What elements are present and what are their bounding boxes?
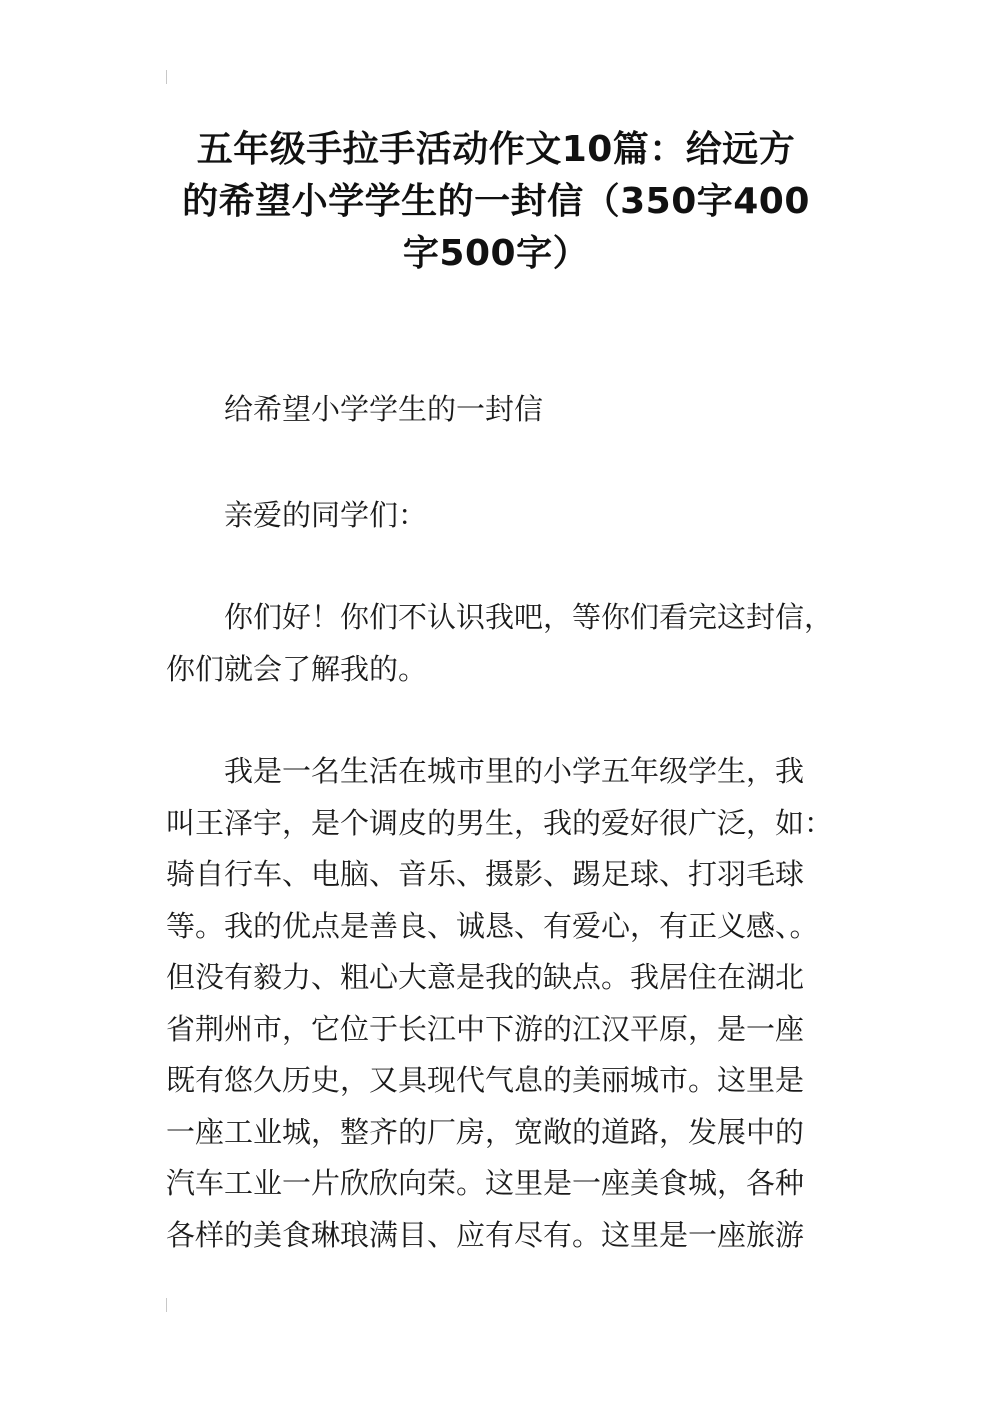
- paragraph-intro: [166, 746, 834, 1261]
- paragraph-line: 我是一名生活在城市里的小学五年级学生，我: [224, 754, 805, 788]
- paragraph-line: 既有悠久历史，又具现代气息的美丽城市。这里是: [166, 1063, 805, 1097]
- paragraph-hello: [166, 592, 834, 695]
- paragraph-line: 等。我的优点是善良、诚恳、有爱心，有正义感、。: [166, 908, 819, 943]
- paragraph-line: 你们好！你们不认识我吧，等你们看完这封信，: [224, 600, 834, 634]
- paragraph-line: 省荆州市，它位于长江中下游的江汉平原，是一座: [166, 1011, 805, 1046]
- salutation-text: 亲爱的同学们：: [224, 498, 428, 532]
- letter-heading: [166, 384, 828, 436]
- title-line: 字500字）: [402, 233, 590, 274]
- paragraph-line: 你们就会了解我的。: [166, 651, 428, 686]
- salutation: [166, 490, 828, 542]
- paragraph-line: 骑自行车、电脑、音乐、摄影、踢足球、打羽毛球: [166, 857, 805, 891]
- crop-mark-top: [166, 70, 167, 84]
- paragraph-line: 但没有毅力、粗心大意是我的缺点。我居住在湖北: [166, 960, 805, 994]
- paragraph-line: 叫王泽宇，是个调皮的男生，我的爱好很广泛，如：: [166, 805, 834, 840]
- letter-heading-text: 给希望小学学生的一封信: [224, 392, 544, 426]
- document-title: [160, 124, 832, 280]
- paragraph-line: 汽车工业一片欣欣向荣。这里是一座美食城，各种: [166, 1166, 805, 1200]
- paragraph-line: 一座工业城，整齐的厂房，宽敞的道路，发展中的: [166, 1114, 805, 1149]
- paragraph-line: 各样的美食琳琅满目、应有尽有。这里是一座旅游: [166, 1217, 805, 1252]
- title-line: 五年级手拉手活动作文10篇：给远方: [196, 129, 796, 170]
- crop-mark-bottom: [166, 1298, 167, 1312]
- title-line: 的希望小学学生的一封信（350字400: [182, 181, 810, 222]
